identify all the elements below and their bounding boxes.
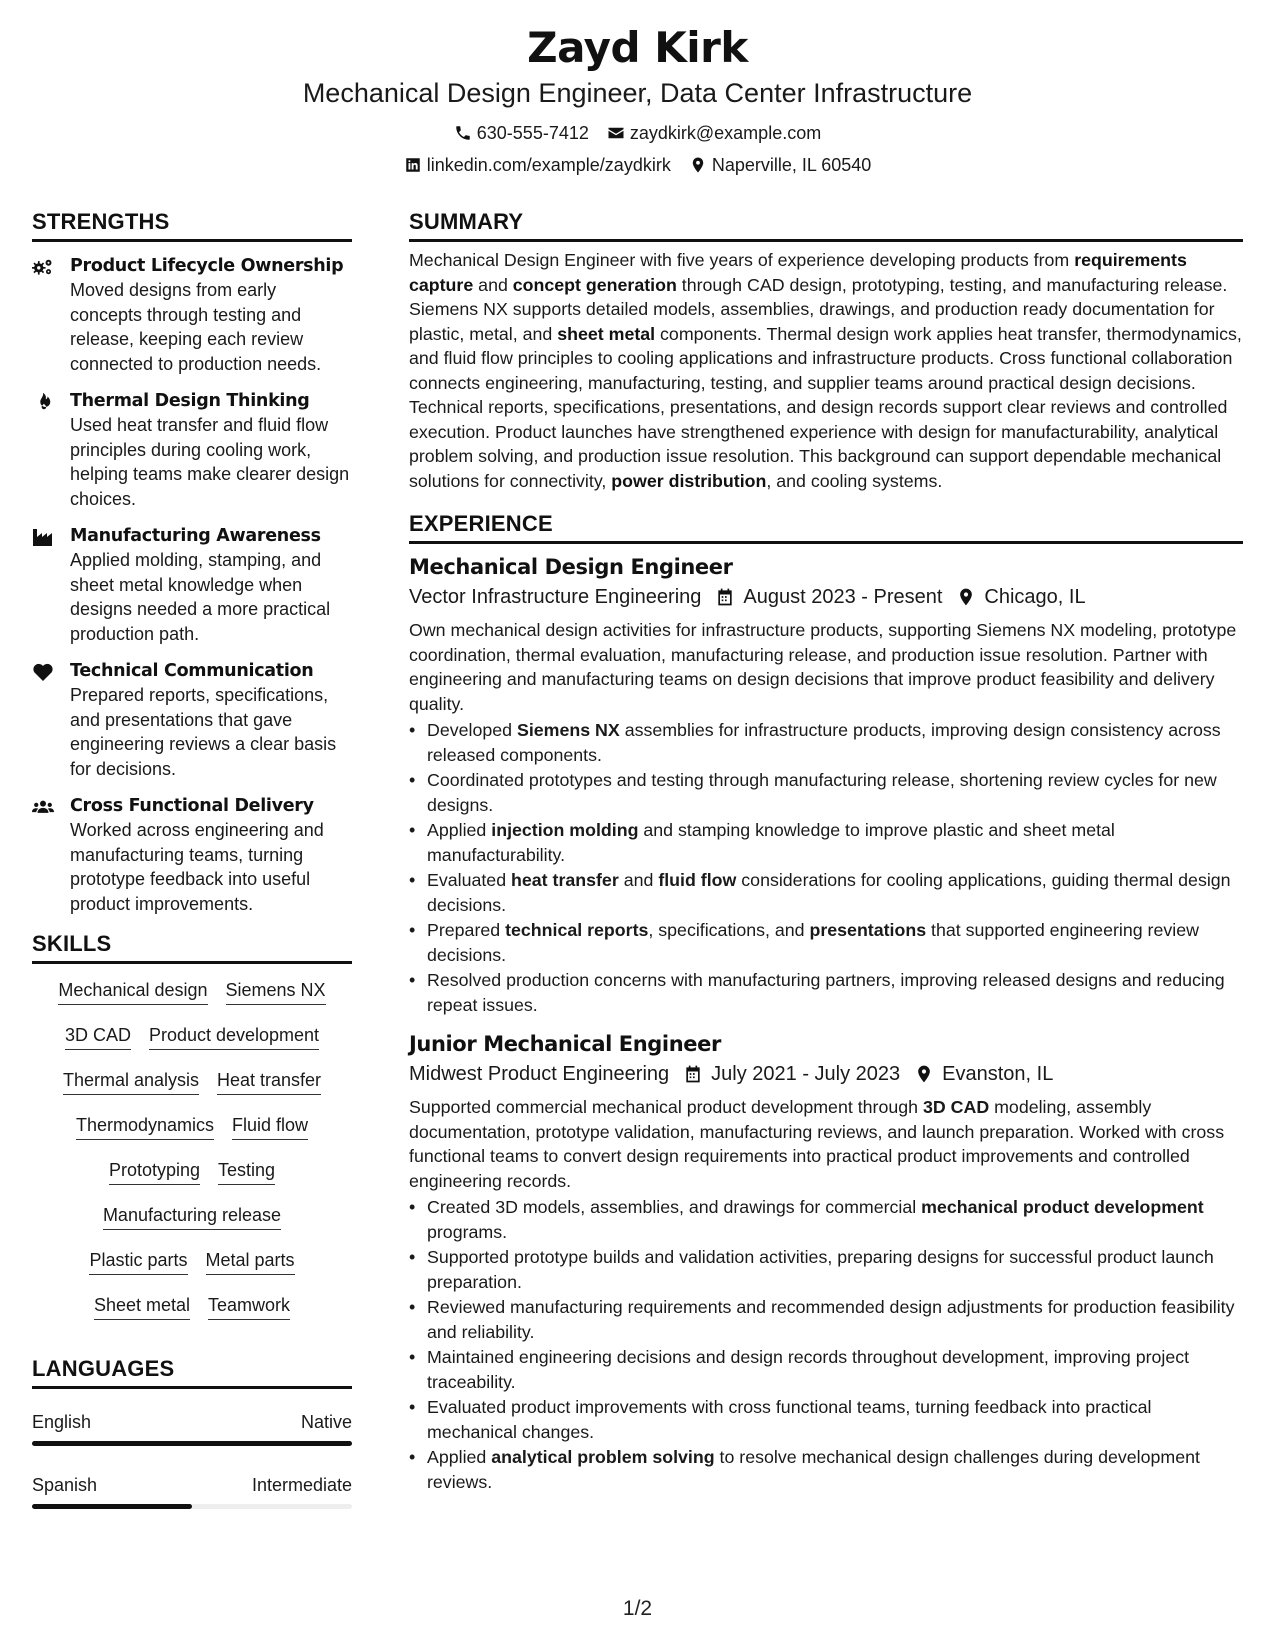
- skill-tag: Mechanical design: [58, 978, 207, 1005]
- text-run: Prepared: [427, 920, 506, 940]
- linkedin-icon: [404, 156, 422, 174]
- left-column: [32, 207, 352, 1533]
- language-level: Intermediate: [251, 1475, 352, 1495]
- skill-tag: Product development: [149, 1023, 319, 1050]
- skill-tag: Prototyping: [109, 1158, 200, 1185]
- map-pin-icon: [956, 587, 976, 607]
- strength-desc: Moved designs from early concepts through testing and release, keeping each review connected to production needs.: [70, 280, 322, 374]
- job-bullets: [409, 1195, 1243, 1494]
- company-name: Vector Infrastructure Engineering: [409, 586, 702, 608]
- page-number: 1/2: [622, 1597, 653, 1620]
- phone-contact: [454, 121, 589, 145]
- bold-keyword: power distribution: [611, 470, 767, 491]
- summary-heading: SUMMARY: [409, 207, 1243, 242]
- language-name: English: [32, 1412, 92, 1432]
- skill-tag: Testing: [218, 1158, 275, 1185]
- text-run: and: [473, 274, 513, 295]
- text-run: Created 3D models, assemblies, and drawings for commercial: [427, 1197, 922, 1217]
- job-dates: August 2023 - Present: [743, 586, 943, 608]
- text-run: to resolve mechanical design challenges during development reviews.: [427, 1447, 1200, 1492]
- strength-title: Thermal Design Thinking: [70, 391, 310, 411]
- candidate-name: Zayd Kirk: [527, 23, 748, 72]
- location-contact: [689, 153, 871, 177]
- skill-row: [32, 1293, 352, 1338]
- bold-keyword: technical reports: [505, 920, 649, 940]
- calendar-icon: [683, 1064, 703, 1084]
- proficiency-bar: [32, 1441, 352, 1446]
- strengths-heading: STRENGTHS: [32, 207, 352, 242]
- skills-heading: SKILLS: [32, 929, 352, 964]
- strength-desc: Worked across engineering and manufacturing teams, turning prototype feedback into useful product improvements.: [70, 820, 324, 914]
- candidate-title: Mechanical Design Engineer, Data Center Infrastructure: [302, 78, 973, 108]
- job-dates: July 2021 - July 2023: [711, 1063, 901, 1085]
- skill-tag: Manufacturing release: [103, 1203, 281, 1230]
- text-run: Reviewed manufacturing requirements and recommended design adjustments for production feasibility and reliability.: [427, 1297, 1235, 1342]
- bold-keyword: mechanical product development: [921, 1197, 1204, 1217]
- email-address[interactable]: zaydkirk@example.com: [629, 123, 822, 143]
- skill-tag: Metal parts: [206, 1248, 295, 1275]
- skill-row: [32, 1158, 352, 1203]
- bold-keyword: concept generation: [512, 274, 677, 295]
- linkedin-contact[interactable]: [404, 153, 671, 177]
- text-run: Maintained engineering decisions and design records throughout development, improving project traceability.: [427, 1347, 1190, 1392]
- calendar-icon: [715, 587, 735, 607]
- bullet-item: [409, 1345, 1243, 1394]
- contact-row-1: [0, 121, 1275, 145]
- bold-keyword: sheet metal: [557, 323, 656, 344]
- job-meta: [409, 582, 1243, 612]
- bullet-item: [409, 1395, 1243, 1444]
- strength-title: Cross Functional Delivery: [70, 796, 314, 816]
- text-run: Applied: [427, 820, 492, 840]
- phone-icon: [454, 124, 472, 142]
- strength-item: [32, 254, 352, 376]
- strength-item: [32, 659, 352, 781]
- skill-tag: Teamwork: [208, 1293, 290, 1320]
- language-item: [32, 1470, 352, 1509]
- text-run: through CAD design, prototyping, testing, and manufacturing release. Siemens NX supports detailed models, assemblies, drawings, and production ready documentation for plastic, metal, and: [409, 274, 1228, 344]
- text-run: that supported engineering review decisions.: [427, 920, 1199, 965]
- text-run: programs.: [427, 1221, 508, 1242]
- text-run: Evaluated product improvements with cross functional teams, turning feedback into practical mechanical changes.: [427, 1397, 1152, 1442]
- languages-heading: LANGUAGES: [32, 1354, 352, 1389]
- text-run: assemblies for infrastructure products, improving design consistency across released components.: [427, 720, 1221, 765]
- text-run: Evaluated: [427, 870, 512, 890]
- heart-icon: [32, 662, 54, 682]
- map-pin-icon: [689, 156, 707, 174]
- strength-item: [32, 389, 352, 511]
- text-run: modeling, assembly documentation, prototype validation, manufacturing reviews, and launch preparation. Worked with cross functional teams to convert design requirements into practical product improvements and controlled engineering records.: [409, 1097, 1225, 1191]
- text-run: and stamping knowledge to improve plastic and sheet metal manufacturability.: [427, 820, 1115, 865]
- flame-icon: [32, 392, 54, 412]
- bullet-item: [409, 818, 1243, 867]
- bullet-item: [409, 868, 1243, 917]
- job-title: Junior Mechanical Engineer: [409, 1032, 721, 1056]
- strength-desc: Used heat transfer and fluid flow principles during cooling work, helping teams make clearer design choices.: [70, 415, 350, 509]
- job-description: [409, 618, 1243, 716]
- bullet-item: [409, 1445, 1243, 1494]
- map-pin-icon: [914, 1064, 934, 1084]
- text-run: Supported prototype builds and validation activities, preparing designs for successful product launch preparation.: [427, 1247, 1214, 1292]
- job-title: Mechanical Design Engineer: [409, 555, 733, 579]
- skill-tag: Siemens NX: [226, 978, 326, 1005]
- text-run: Applied: [427, 1447, 492, 1467]
- job-location: Chicago, IL: [984, 586, 1086, 608]
- bullet-item: [409, 918, 1243, 967]
- bold-keyword: 3D CAD: [922, 1097, 990, 1117]
- strength-title: Product Lifecycle Ownership: [70, 256, 344, 276]
- company-name: Midwest Product Engineering: [409, 1063, 670, 1085]
- skill-row: [32, 978, 352, 1023]
- bullet-item: [409, 718, 1243, 767]
- strength-desc: Applied molding, stamping, and sheet metal knowledge when designs needed a more practical production path.: [70, 550, 331, 644]
- envelope-icon: [607, 124, 625, 142]
- text-run: , and cooling systems.: [766, 470, 943, 491]
- skill-row: [32, 1248, 352, 1293]
- bold-keyword: fluid flow: [658, 870, 737, 890]
- bullet-item: [409, 1195, 1243, 1244]
- languages-list: [32, 1407, 352, 1509]
- contact-row-2: [0, 153, 1275, 177]
- job-entry: [409, 1029, 1243, 1494]
- job-location: Evanston, IL: [942, 1063, 1054, 1085]
- bullet-item: [409, 1295, 1243, 1344]
- proficiency-fill: [32, 1441, 352, 1446]
- strength-title: Manufacturing Awareness: [70, 526, 321, 546]
- bold-keyword: Siemens NX: [516, 720, 620, 740]
- strength-item: [32, 524, 352, 646]
- job-bullets: [409, 718, 1243, 1017]
- skill-row: [32, 1113, 352, 1158]
- bold-keyword: presentations: [809, 920, 927, 940]
- language-name: Spanish: [32, 1475, 98, 1495]
- strength-desc: Prepared reports, specifications, and presentations that gave engineering reviews a clear basis for decisions.: [70, 685, 337, 779]
- skill-row: [32, 1023, 352, 1068]
- text-run: Own mechanical design activities for infrastructure products, supporting Siemens NX modeling, prototype coordination, thermal evaluation, manufacturing release, and production issue resolution. Partner with engineering and manufacturing teams on design decisions that improve product feasibility and delivery quality.: [409, 620, 1237, 714]
- gears-icon: [32, 257, 54, 277]
- language-level: Native: [300, 1412, 352, 1432]
- strength-item: [32, 794, 352, 916]
- strength-title: Technical Communication: [70, 661, 314, 681]
- bullet-item: [409, 768, 1243, 817]
- skill-tag: Heat transfer: [217, 1068, 321, 1095]
- skill-row: [32, 1203, 352, 1248]
- right-column: [409, 207, 1243, 1495]
- text-run: considerations for cooling applications, guiding thermal design decisions.: [427, 870, 1231, 915]
- job-entry: [409, 552, 1243, 1017]
- text-run: Resolved production concerns with manufacturing partners, improving released designs and reducing repeat issues.: [427, 970, 1225, 1015]
- skill-tag: Plastic parts: [89, 1248, 187, 1275]
- proficiency-bar: [32, 1504, 352, 1509]
- users-icon: [32, 797, 54, 817]
- resume-header: [0, 22, 1275, 177]
- bold-keyword: analytical problem solving: [491, 1447, 715, 1467]
- bold-keyword: injection molding: [491, 820, 639, 840]
- industry-icon: [32, 527, 54, 547]
- text-run: Developed: [427, 720, 517, 740]
- text-run: , specifications, and: [648, 920, 810, 940]
- skill-tag: Sheet metal: [94, 1293, 190, 1320]
- skill-tag: Thermodynamics: [76, 1113, 214, 1140]
- text-run: Coordinated prototypes and testing through manufacturing release, shortening review cycles for new designs.: [427, 770, 1217, 815]
- experience-heading: EXPERIENCE: [409, 509, 1243, 544]
- skill-tag: 3D CAD: [65, 1023, 131, 1050]
- proficiency-fill: [32, 1504, 192, 1509]
- bullet-item: [409, 968, 1243, 1017]
- location-text: Naperville, IL 60540: [711, 155, 872, 175]
- summary-paragraph: [409, 248, 1243, 493]
- skill-tag: Thermal analysis: [63, 1068, 199, 1095]
- skill-tag: Fluid flow: [232, 1113, 308, 1140]
- phone-number: 630-555-7412: [476, 123, 589, 143]
- skill-row: [32, 1068, 352, 1113]
- job-description: [409, 1095, 1243, 1193]
- language-item: [32, 1407, 352, 1446]
- bold-keyword: requirements capture: [409, 250, 1187, 295]
- email-contact[interactable]: [607, 121, 821, 145]
- skills-list: [32, 978, 352, 1338]
- bold-keyword: heat transfer: [511, 870, 619, 890]
- text-run: components. Thermal design work applies heat transfer, thermodynamics, and fluid flow principles to cooling applications and infrastructure products. Cross functional collaboration connects engineering, manufacturing, testing, and supplier teams around practical design decisions. Technical reports, specifications, presentations, and design records support clear reviews and controlled execution. Product launches have strengthened experience with design for manufacturability, analytical problem solving, and production issue resolution. This background can support dependable mechanical solutions for connectivity,: [409, 323, 1242, 491]
- job-meta: [409, 1059, 1243, 1089]
- text-run: and: [618, 870, 659, 890]
- strengths-list: [32, 254, 352, 916]
- bullet-item: [409, 1245, 1243, 1294]
- linkedin-url[interactable]: linkedin.com/example/zaydkirk: [426, 155, 671, 175]
- text-run: Mechanical Design Engineer with five years of experience developing products from: [409, 250, 1075, 270]
- text-run: Supported commercial mechanical product development through: [409, 1097, 923, 1117]
